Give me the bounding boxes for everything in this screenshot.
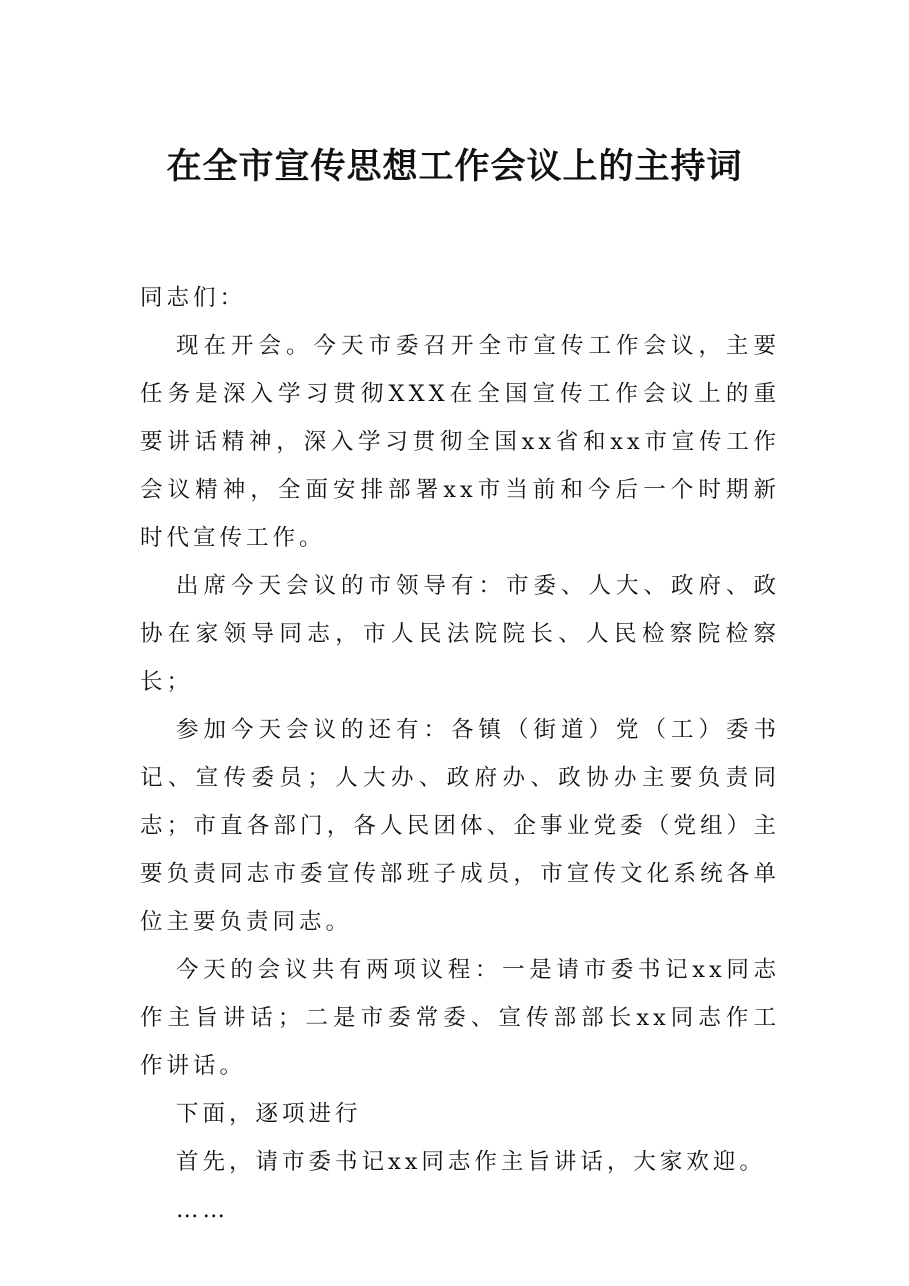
paragraph-first-speech: 首先，请市委书记xx同志作主旨讲话，大家欢迎。 (176, 1149, 766, 1175)
document-body (140, 274, 780, 1234)
paragraph-agenda: 今天的会议共有两项议程：一是请市委书记xx同志作主旨讲话；二是市委常委、宣传部部长xx同志作工作讲话。 (140, 957, 780, 1079)
paragraph-attending-leaders: 出席今天会议的市领导有：市委、人大、政府、政协在家领导同志，市人民法院院长、人民检察院检察长； (140, 573, 780, 695)
paragraph-proceed: 下面，逐项进行 (176, 1101, 362, 1127)
paragraph-participants: 参加今天会议的还有：各镇（街道）党（工）委书记、宣传委员；人大办、政府办、政协办主要负责同志；市直各部门，各人民团体、企事业党委（党组）主要负责同志市委宣传部班子成员，市宣传文化系统各单位主要负责同志。 (140, 717, 780, 935)
paragraph-opening: 现在开会。今天市委召开全市宣传工作会议，主要任务是深入学习贯彻XXX在全国宣传工作会议上的重要讲话精神，深入学习贯彻全国xx省和xx市宣传工作会议精神，全面安排部署xx市当前和今后一个时期新时代宣传工作。 (140, 333, 780, 551)
salutation: 同志们： (140, 285, 247, 311)
document-title: 在全市宣传思想工作会议上的主持词 (166, 146, 743, 187)
paragraph-ellipsis: …… (176, 1197, 229, 1223)
